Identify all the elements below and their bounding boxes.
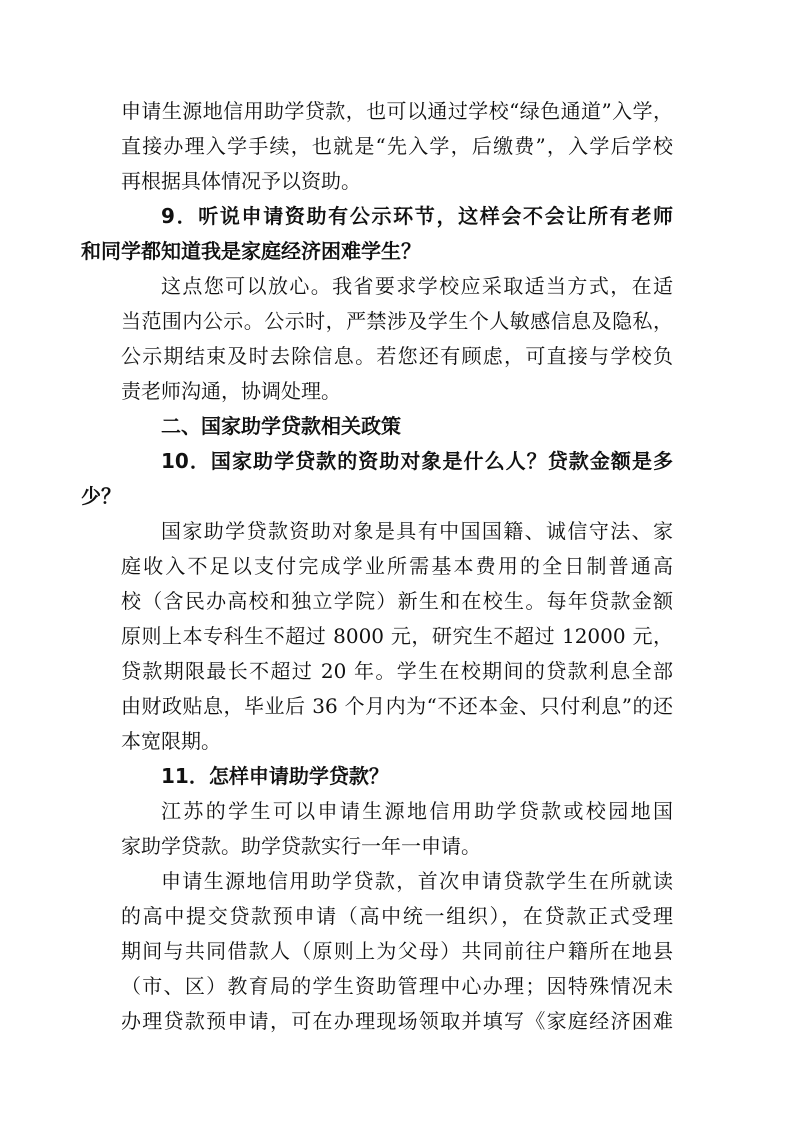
text-line: 9．听说申请资助有公示环节，这样会不会让所有老师 (161, 204, 673, 228)
text-line: 期间与共同借款人（原则上为父母）共同前往户籍所在地县 (121, 939, 673, 963)
answer-10-paragraph (121, 514, 673, 759)
text-line: 公示期结束及时去除信息。若您还有顾虑，可直接与学校负 (121, 344, 673, 368)
text-line: 办理贷款预申请，可在办理现场领取并填写《家庭经济困难 (121, 1009, 673, 1033)
text-line: 校（含民办高校和独立学院）新生和在校生。每年贷款金额 (121, 589, 673, 613)
section-2-heading (121, 409, 673, 444)
text-line: 原则上本专科生不超过 8000 元，研究生不超过 12000 元， (121, 624, 673, 648)
text-line: 少？ (81, 484, 121, 508)
text-line: 由财政贴息，毕业后 36 个月内为“不还本金、只付利息”的还 (121, 694, 673, 718)
text-line: 这点您可以放心。我省要求学校应采取适当方式，在适 (161, 274, 673, 298)
question-9-heading (81, 199, 673, 269)
question-10-heading (81, 444, 673, 514)
text-line: 二、国家助学贷款相关政策 (161, 414, 401, 438)
paragraph-intro (121, 94, 673, 199)
text-line: 再根据具体情况予以资助。 (121, 169, 361, 193)
text-line: 贷款期限最长不超过 20 年。学生在校期间的贷款利息全部 (121, 659, 673, 683)
text-line: 当范围内公示。公示时，严禁涉及学生个人敏感信息及隐私， (121, 309, 673, 333)
text-line: 家助学贷款。助学贷款实行一年一申请。 (121, 834, 481, 858)
text-line: 和同学都知道我是家庭经济困难学生？ (81, 239, 421, 263)
text-line: 11．怎样申请助学贷款？ (161, 764, 389, 788)
answer-11-paragraph-2 (121, 864, 673, 1039)
text-line: （市、区）教育局的学生资助管理中心办理；因特殊情况未 (121, 974, 673, 998)
answer-9-paragraph (121, 269, 673, 409)
text-line: 本宽限期。 (121, 729, 221, 753)
text-line: 江苏的学生可以申请生源地信用助学贷款或校园地国 (161, 799, 673, 823)
text-line: 的高中提交贷款预申请（高中统一组织），在贷款正式受理 (121, 904, 673, 928)
text-line: 申请生源地信用助学贷款，首次申请贷款学生在所就读 (161, 869, 673, 893)
text-line: 庭收入不足以支付完成学业所需基本费用的全日制普通高 (121, 554, 673, 578)
text-line: 直接办理入学手续，也就是“先入学，后缴费”，入学后学校 (121, 134, 673, 158)
text-line: 10．国家助学贷款的资助对象是什么人？贷款金额是多 (161, 449, 673, 473)
text-line: 国家助学贷款资助对象是具有中国国籍、诚信守法、家 (161, 519, 673, 543)
question-11-heading (121, 759, 673, 794)
text-line: 申请生源地信用助学贷款，也可以通过学校“绿色通道”入学， (121, 99, 673, 123)
text-line: 责老师沟通，协调处理。 (121, 379, 341, 403)
document-page (81, 94, 673, 1039)
answer-11-paragraph-1 (121, 794, 673, 864)
